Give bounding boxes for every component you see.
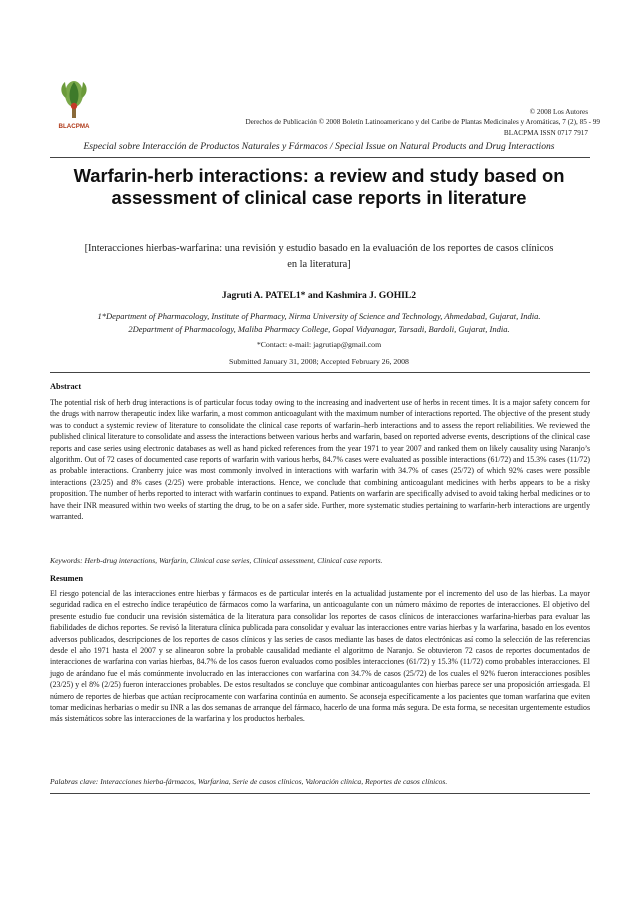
issn-line: BLACPMA ISSN 0717 7917	[503, 129, 588, 137]
abstract-heading: Abstract	[50, 382, 82, 391]
resumen-heading: Resumen	[50, 574, 84, 583]
contact-email: *Contact: e-mail: jagrutiap@gmail.com	[256, 340, 382, 349]
author-list: Jagruti A. PATEL1* and Kashmira J. GOHIL2	[221, 290, 417, 301]
abstract-keywords: Keywords: Herb-drug interactions, Warfarin, Clinical case series, Clinical assessment, Clinical case reports.	[50, 556, 383, 565]
journal-logo	[56, 76, 92, 132]
middle-divider	[50, 372, 590, 373]
submission-dates: Submitted January 31, 2008; Accepted February 26, 2008	[229, 357, 409, 366]
affiliation-2: 2Department of Pharmacology, Maliba Pharmacy College, Gopal Vidyanagar, Tarsadi, Bardoli, Gujarat, India.	[128, 324, 510, 334]
special-issue-banner: Especial sobre Interacción de Productos Naturales y Fármacos / Special Issue on Natural Products and Drug Interactions	[83, 141, 555, 152]
abstract-text: The potential risk of herb drug interactions is of particular focus today owing to the increasing and inadvertent use of herbs in recent times. It is a major safety concern for the drugs with narrow therapeutic index like warfarin, a most common anticoagulant with the maximum number of interactions reported. The objective of the present study was to conduct a systemic review of literature to consolidate the clinical case reports of warfarin–herb interactions and to assess the report reliabilities. We reviewed the published clinical literature to consolidate and assess the interactions between various herbs and warfarin, based on reported adverse events, descriptions of the clinical case reports and case series using electronic databases as well as hand picked references from the year 1971 to year 2007 and ranked them on likely causality using Naranjo’s algorithm. Out of 72 cases of documented case reports of warfarin with various herbs, 84.7% cases were evaluated as possible interactions (61/72) and 15.3% cases (11/72) as probable interactions. Cranberry juice was most commonly involved in interactions with warfarin with 34.7% of cases (25/72) of which 92% cases were possible interactions (23/25) and 8% cases (2/25) were probable interactions. Hence, we conclude that combining anticoagulant medicines with herbs appears to be a risky proposition. The number of herbs reported to interact with warfarin continues to expand. Patients on warfarin are specifically advised to avoid taking herbal medicines or to have their INR measured within two weeks of starting the drug, to be on a safer side. Further, more systematic studies pertaining to warfarin-herb interactions are urgently warranted.	[50, 398, 590, 522]
article-subtitle: [Interacciones hierbas-warfarina: una revisión y estudio basado en la evaluación de los reportes de casos clínicos en la literatura]	[84, 243, 554, 270]
logo-wordmark: BLACPMA	[58, 123, 90, 130]
bottom-divider	[50, 793, 590, 794]
publication-rights-line: Derechos de Publicación © 2008 Boletín Latinoamericano y del Caribe de Plantas Medicinales y Aromáticas, 7 (2), 85 - 99	[245, 118, 600, 126]
resumen-text: El riesgo potencial de las interacciones entre hierbas y fármacos es de particular interés en la actualidad justamente por el incremento del uso de las hierbas. La mayor seguridad radica en el estrecho índice terapéutico de fármacos como la warfarina, un anticoagulante con un número máximo de reportes de interacciones. El objetivo del presente estudio fue conducir una revisión sistemática de la literatura para consolidar los reportes de casos clínicos de interacciones warfarina-hierbas para evaluar las fiabilidades de dichos reportes. Se revisó la literatura clínica publicada para consolidar y evaluar las interacciones entre varias hierbas y la warfarina, basado en los eventos adversos publicados, descripciones de los reportes de casos clínicos y las series de casos mediante las bases de datos electrónicas así como la selección de las referencias desde el año 1971 hasta el 2007 y se alinearon sobre la probable causalidad mediante el algoritmo de Naranjo. Se obtuvieron 72 casos de reportes documentados de interacciones de warfarina con varias hierbas, 84.7% de los casos fueron evaluados como posibles interacciones (61/72) y 15.3% (11/72) como probables interacciones. El jugo de arándano fue el más comúnmente involucrado en las interacciones con warfarina con 34.7% de casos (25/72) de los cuales el 92% fueron interacciones posibles (23/25) y el 8% (2/25) fueron interacciones probables. De estos resultados se concluye que combinar anticoagulantes con hierbas parece ser una proposición arriesgada. El número de reportes de hierbas que actúan recíprocamente con warfarina continúa en aumento. Se aconseja específicamente a los pacientes que toman warfarina que eviten tomar medicinas herbarias o medir su INR a las dos semanas de arranque del fármaco, hacerlo de una forma más segura. De esta forma, se necesitan urgentemente estudios más sistemáticos sobre las interacciones de la warfarina y los productos herbales.	[50, 589, 590, 724]
article-title: Warfarin-herb interactions: a review and study based on assessment of clinical case reports in literature	[73, 165, 565, 208]
top-divider	[50, 157, 590, 158]
affiliation-1: 1*Department of Pharmacology, Institute of Pharmacy, Nirma University of Science and Technology, Ahmedabad, Gujarat, India.	[97, 311, 541, 321]
resumen-keywords: Palabras clave: Interacciones hierba-fármacos, Warfarina, Serie de casos clínicos, Valoración clínica, Reportes de casos clínicos.	[50, 777, 448, 786]
copyright-line: © 2008 Los Autores	[529, 108, 588, 116]
